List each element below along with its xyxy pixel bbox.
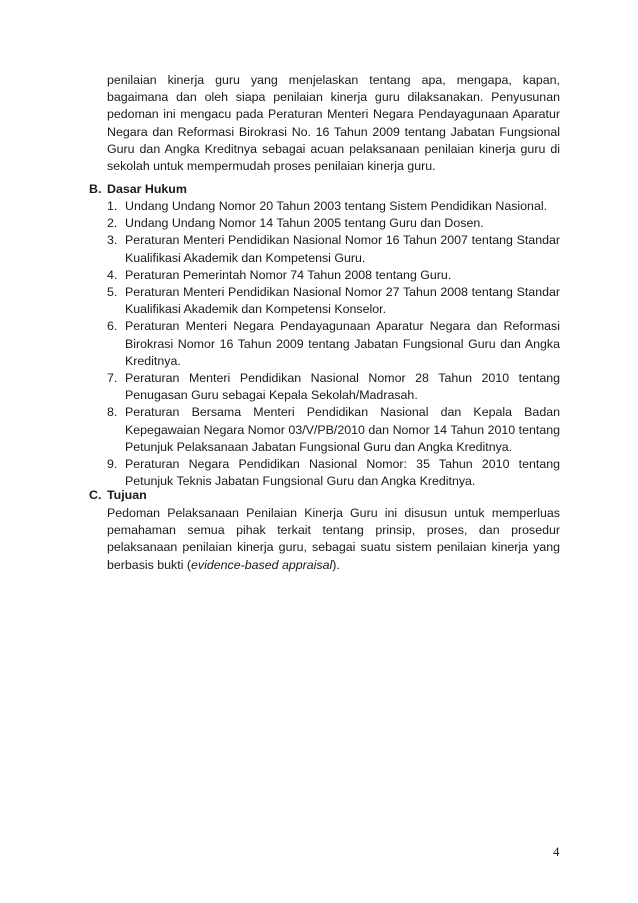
legal-basis-item-number: 1. [107, 199, 118, 213]
legal-basis-item-number: 5. [107, 285, 118, 300]
section-b-letter: B. [89, 182, 102, 196]
legal-basis-item [107, 232, 560, 266]
legal-basis-item-text: Peraturan Menteri Pendidikan Nasional Nomor 28 Tahun 2010 tentang Penugasan Guru sebagai Kepala Sekolah/Madrasah. [125, 371, 560, 403]
legal-basis-item-text: Undang Undang Nomor 14 Tahun 2005 tentang Guru dan Dosen. [125, 216, 484, 231]
section-c-title: Tujuan [107, 488, 147, 502]
legal-basis-item-number: 4. [107, 267, 118, 282]
legal-basis-item [107, 215, 560, 232]
legal-basis-item [107, 404, 560, 456]
legal-basis-item-number: 9. [107, 457, 118, 472]
purpose-text-end: ). [332, 557, 340, 572]
section-b-title: Dasar Hukum [107, 182, 187, 196]
legal-basis-item [107, 456, 560, 490]
legal-basis-item [107, 318, 560, 370]
legal-basis-item-number: 7. [107, 371, 118, 386]
legal-basis-item-number: 3. [107, 233, 118, 248]
legal-basis-item-text: Peraturan Menteri Negara Pendayagunaan Aparatur Negara dan Reformasi Birokrasi Nomor 16 Tahun 2009 tentang Jabatan Fungsional Guru dan Angka Kreditnya. [125, 319, 560, 368]
purpose-text: Pedoman Pelaksanaan Penilaian Kinerja Guru ini disusun untuk memperluas pemahaman semua pihak terkait tentang prinsip, proses, dan prosedur pelaksanaan penilaian kinerja guru, sebagai suatu sistem penilaian kinerja yang berbasis bukti ( [107, 506, 560, 572]
legal-basis-list [107, 198, 560, 490]
legal-basis-item [107, 198, 560, 215]
legal-basis-item-number: 6. [107, 319, 118, 334]
section-b-heading [89, 181, 187, 198]
section-c-letter: C. [89, 488, 102, 502]
legal-basis-item [107, 267, 560, 284]
legal-basis-item [107, 370, 560, 404]
purpose-italic-term: evidence-based appraisal [191, 557, 333, 572]
legal-basis-item-number: 8. [107, 405, 118, 420]
intro-paragraph: penilaian kinerja guru yang menjelaskan tentang apa, mengapa, kapan, bagaimana dan oleh siapa penilaian kinerja guru dilaksanakan. Penyusunan pedoman ini mengacu pada Peraturan Menteri Negara Pendayagunaan Aparatur Negara dan Reformasi Birokrasi No. 16 Tahun 2009 tentang Jabatan Fungsional Guru dan Angka Kreditnya sebagai acuan pelaksanaan penilaian kinerja guru di sekolah untuk mempermudah proses penilaian kinerja guru. [107, 73, 560, 174]
legal-basis-item-text: Peraturan Negara Pendidikan Nasional Nomor: 35 Tahun 2010 tentang Petunjuk Teknis Jabatan Fungsional Guru dan Angka Kreditnya. [125, 457, 560, 489]
purpose-paragraph [107, 505, 560, 574]
section-c-heading [89, 487, 147, 504]
legal-basis-item-text: Peraturan Menteri Pendidikan Nasional Nomor 16 Tahun 2007 tentang Standar Kualifikasi Akademik dan Kompetensi Guru. [125, 233, 560, 265]
legal-basis-item-number: 2. [107, 216, 118, 231]
legal-basis-item [107, 284, 560, 318]
legal-basis-item-text: Peraturan Menteri Pendidikan Nasional Nomor 27 Tahun 2008 tentang Standar Kualifikasi Akademik dan Kompetensi Konselor. [125, 285, 560, 317]
legal-basis-item-text: Peraturan Bersama Menteri Pendidikan Nasional dan Kepala Badan Kepegawaian Negara Nomor 03/V/PB/2010 dan Nomor 14 Tahun 2010 tentang Petunjuk Pelaksanaan Jabatan Fungsional Guru dan Angka Kreditnya. [125, 405, 560, 454]
page-number: 4 [553, 844, 560, 859]
legal-basis-item-text: Peraturan Pemerintah Nomor 74 Tahun 2008 tentang Guru. [125, 267, 452, 282]
legal-basis-item-text: Undang Undang Nomor 20 Tahun 2003 tentang Sistem Pendidikan Nasional. [125, 199, 548, 213]
